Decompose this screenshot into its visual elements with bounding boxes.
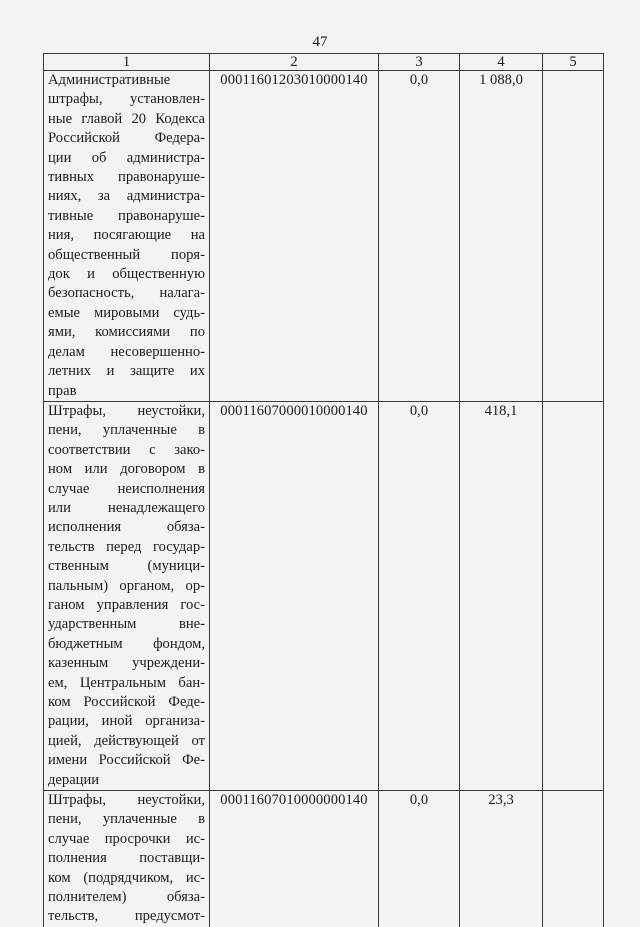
header-col-3: 3 xyxy=(379,54,460,71)
name-line: Штрафы, неустойки, xyxy=(48,402,205,419)
name-line: ком Российской Феде- xyxy=(48,694,205,710)
header-col-4: 4 xyxy=(460,54,543,71)
row-code-cell: 00011601203010000140 xyxy=(210,71,379,402)
name-line: тивные правонаруше- xyxy=(48,207,205,224)
name-line: летних и защите их xyxy=(48,363,205,380)
name-line: соответствии с зако- xyxy=(48,441,205,458)
name-line: тельств перед государ- xyxy=(48,538,205,555)
name-line: общественный поря- xyxy=(48,246,205,263)
row-col5-cell xyxy=(543,401,604,790)
name-line: ном или договором в xyxy=(48,461,205,478)
name-line: имени Российской Фе- xyxy=(48,752,205,769)
row-col3-cell: 0,0 xyxy=(379,401,460,790)
row-name-cell xyxy=(44,791,210,927)
revenue-table xyxy=(43,53,604,927)
row-col3-cell: 0,0 xyxy=(379,791,460,927)
name-line: дерации xyxy=(48,771,100,788)
name-line: штрафы, установлен- xyxy=(48,91,205,108)
name-line: исполнения обяза- xyxy=(48,519,205,536)
row-name-cell xyxy=(44,401,210,790)
name-line: Российской Федера- xyxy=(48,130,205,147)
name-line: цией, действующей от xyxy=(48,732,205,749)
row-col3-cell: 0,0 xyxy=(379,71,460,402)
row-code-cell: 00011607010000000140 xyxy=(210,791,379,927)
name-line: случае просрочки ис- xyxy=(48,830,205,847)
header-col-5: 5 xyxy=(543,54,604,71)
name-line: ком (подрядчиком, ис- xyxy=(48,869,205,886)
name-line: тельств, предусмот- xyxy=(48,908,205,925)
table-row xyxy=(44,401,604,790)
name-line: пени, уплаченные в xyxy=(48,811,205,828)
row-col4-cell: 1 088,0 xyxy=(460,71,543,402)
name-line: ные главой 20 Кодекса xyxy=(48,110,205,127)
name-line: ями, комиссиями по xyxy=(48,324,205,341)
name-line: ударственным вне- xyxy=(48,616,205,633)
name-line: безопасность, налага- xyxy=(48,285,205,302)
page-number: 47 xyxy=(312,34,328,50)
name-line: прав xyxy=(48,382,77,399)
table-row xyxy=(44,791,604,927)
name-line: ции об администра- xyxy=(48,149,205,166)
name-line: делам несовершенно- xyxy=(48,343,205,360)
name-line: полнителем) обяза- xyxy=(48,889,205,906)
row-col5-cell xyxy=(543,71,604,402)
name-line: ниях, за администра- xyxy=(48,188,205,205)
name-line: емые мировыми судь- xyxy=(48,304,205,321)
name-line: ственным (муници- xyxy=(48,558,205,575)
header-col-1: 1 xyxy=(44,54,210,71)
row-code-cell: 00011607000010000140 xyxy=(210,401,379,790)
name-line: Административные xyxy=(48,72,171,88)
row-col4-cell: 418,1 xyxy=(460,401,543,790)
header-col-2: 2 xyxy=(210,54,379,71)
name-line: бюджетным фондом, xyxy=(48,635,205,652)
name-line: ганом управления гос- xyxy=(48,596,205,613)
row-col5-cell xyxy=(543,791,604,927)
row-col4-cell: 23,3 xyxy=(460,791,543,927)
header-row xyxy=(44,54,604,71)
name-line: ния, посягающие на xyxy=(48,227,205,244)
name-line: рации, иной организа- xyxy=(48,713,205,730)
name-line: случае неисполнения xyxy=(48,480,205,497)
name-line: пени, уплаченные в xyxy=(48,422,205,439)
name-line: полнения поставщи- xyxy=(48,850,205,867)
name-line: Штрафы, неустойки, xyxy=(48,792,205,809)
name-line: или ненадлежащего xyxy=(48,499,205,516)
row-name-cell xyxy=(44,71,210,402)
name-line: ем, Центральным бан- xyxy=(48,674,205,691)
name-line: казенным учреждени- xyxy=(48,655,205,672)
name-line: док и общественную xyxy=(48,266,205,283)
name-line: тивных правонаруше- xyxy=(48,169,205,186)
table-row xyxy=(44,71,604,402)
name-line: пальным) органом, ор- xyxy=(48,577,205,594)
